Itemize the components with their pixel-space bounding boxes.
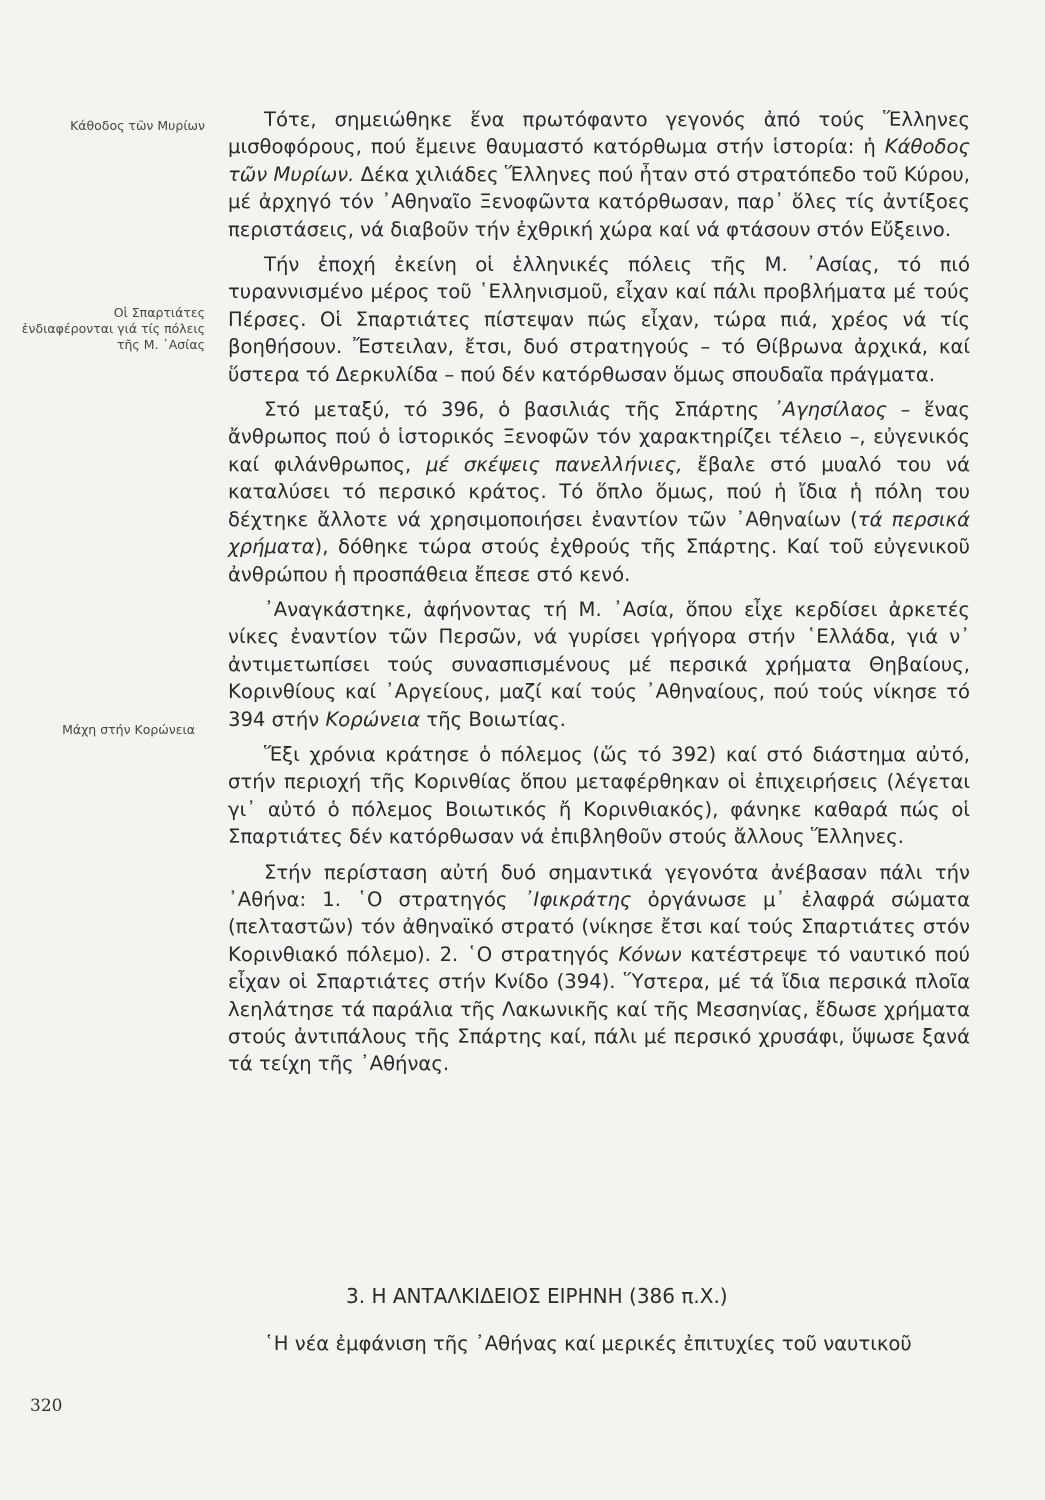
paragraph-koroneia: ᾿Αναγκάστηκε, ἀφήνοντας τή Μ. ᾿Ασία, ὅπου εἶχε κερδίσει ἀρκετές νίκες ἐναντίον τῶν Περσῶν, νά γυρίσει γρήγορα στήν ῾Ελλάδα, γιά ν᾿ ἀντιμετωπίσει τούς συνασπισμένους μέ περσικά χρήματα Θηβαίους, Κορινθίους καί ᾿Αργείους, μαζί καί τούς ᾿Αθηναίους, πού τούς νίκησε τό 394 στήν Κορώνεια τῆς Βοιωτίας.	[228, 597, 970, 731]
page-number: 320	[30, 1396, 63, 1416]
paragraph-spartiates: Τήν ἐποχή ἐκείνη οἱ ἑλληνικές πόλεις τῆς Μ. ᾿Ασίας, τό πιό τυραννισμένο μέρος τοῦ ῾Ελληνισμοῦ, εἶχαν καί πάλι προβλήματα μέ τούς Πέρσες. Οἱ Σπαρτιάτες πίστεψαν πώς εἶχαν, τώρα πιά, χρέος νά τίς βοηθήσουν. Ἔστειλαν, ἔτσι, δυό στρατηγούς – τό Θίβρωνα ἀρχικά, καί ὕστερα τό Δερκυλίδα – πού δέν κατόρθωσαν ὅμως σπουδαῖα πράγματα.	[228, 253, 970, 386]
paragraph-athens-rise: Στήν περίσταση αὐτή δυό σημαντικά γεγονότα ἀνέβασαν πάλι τήν ᾿Αθήνα: 1. ῾Ο στρατηγός ᾿Ιφικράτης ὀργάνωσε μ᾿ ἐλαφρά σώματα (πελταστῶν) τόν ἀθηναϊκό στρατό (νίκησε ἔτσι καί τούς Σπαρτιάτες στόν Κορινθιακό πόλεμο). 2. ῾Ο στρατηγός Κόνων κατέστρεψε τό ναυτικό πού εἶχαν οἱ Σπαρτιάτες στήν Κνίδο (394). Ὕστερα, μέ τά ἴδια περσικά πλοῖα λεηλάτησε τά παράλια τῆς Λακωνικῆς καί τῆς Μεσσηνίας, ἔδωσε χρήματα στούς ἀντιπάλους τῆς Σπάρτης καί, πάλι μέ περσικό χρυσάφι, ὕψωσε ξανά τά τείχη τῆς ᾿Αθήνας.	[228, 860, 971, 1076]
body-text	[228, 106, 970, 1078]
paragraph-continuation: ῾Η νέα ἐμφάνιση τῆς ᾿Αθήνας καί μερικές ἐπιτυχίες τοῦ ναυτικοῦ	[264, 1332, 912, 1355]
paragraph-kathodos: Τότε, σημειώθηκε ἕνα πρωτόφαντο γεγονός ἀπό τούς Ἕλληνες μισθοφόρους, πού ἔμεινε θαυμαστό κατόρθωμα στήν ἱστορία: ἡ Κάθοδος τῶν Μυρίων. Δέκα χιλιάδες Ἕλληνες πού ἦταν στό στρατόπεδο τοῦ Κύρου, μέ ἀρχηγό τόν ᾿Αθηναῖο Ξενοφῶντα κατόρθωσαν, παρ᾿ ὅλες τίς ἀντίξοες περιστάσεις, νά διαβοῦν τήν ἐχθρική χώρα καί νά φτάσουν στόν Εὔξεινο.	[228, 108, 970, 241]
paragraph-corinthian-war: Ἕξι χρόνια κράτησε ὁ πόλεμος (ὥς τό 392) καί στό διάστημα αὐτό, στήν περιοχή τῆς Κορινθίας ὅπου μεταφέρθηκαν οἱ ἐπιχειρήσεις (λέγεται γι᾿ αὐτό ὁ πόλεμος Βοιωτικός ἤ Κορινθιακός), φάνηκε καθαρά πώς οἱ Σπαρτιάτες δέν κατόρθωσαν νά ἐπιβληθοῦν στούς ἄλλους Ἕλληνες.	[228, 742, 970, 849]
margin-note-koroneia: Μάχη στήν Κορώνεια	[62, 722, 195, 737]
paragraph-agesilaos: Στό μεταξύ, τό 396, ὁ βασιλιάς τῆς Σπάρτης ᾿Αγησίλαος – ἕνας ἄνθρωπος πού ὁ ἱστορικός Ξενοφῶν τόν χαρακτηρίζει τέλειο –, εὐγενικός καί φιλάνθρωπος, μέ σκέψεις πανελλήνιες, ἔβαλε στό μυαλό του νά καταλύσει τό περσικό κράτος. Τό ὅπλο ὅμως, πού ἡ ἴδια ἡ πόλη του δέχτηκε ἄλλοτε νά χρησιμοποιήσει ἐναντίον τῶν ᾿Αθηναίων (τά περσικά χρήματα), δόθηκε τώρα στούς ἐχθρούς τῆς Σπάρτης. Καί τοῦ εὐγενικοῦ ἀνθρώπου ἡ προσπάθεια ἔπεσε στό κενό.	[228, 398, 970, 586]
margin-note-kathodos: Κάθοδος τῶν Μυρίων	[70, 118, 205, 133]
section-heading: 3. Η ΑΝΤΑΛΚΙΔΕΙΟΣ ΕΙΡΗΝΗ (386 π.Χ.)	[346, 1284, 728, 1308]
margin-note-spartiates: Οἱ Σπαρτιάτες ἐνδιαφέρονται γιά τίς πόλεις τῆς Μ. ᾿Ασίας	[21, 305, 205, 352]
